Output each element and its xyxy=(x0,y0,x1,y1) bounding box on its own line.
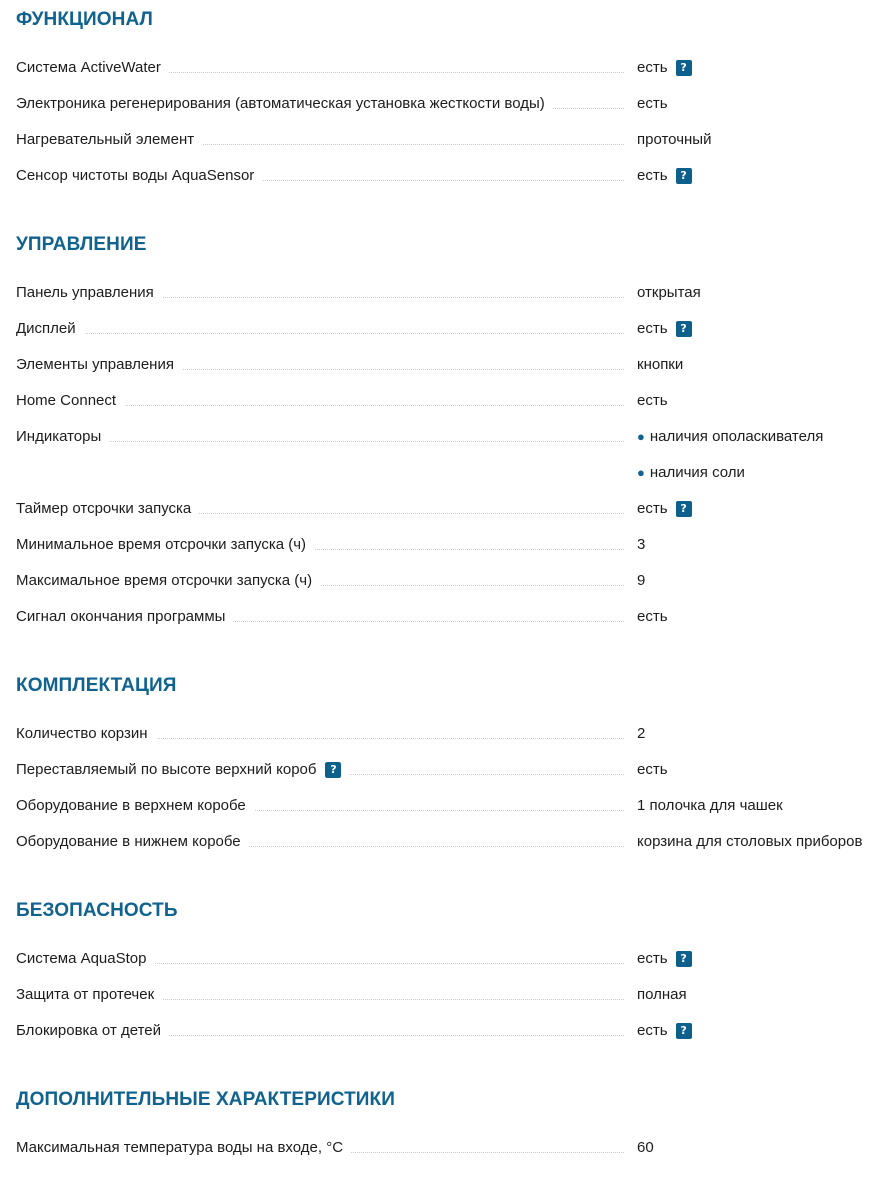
spec-row xyxy=(16,571,888,607)
spec-name: Оборудование в верхнем коробе xyxy=(16,796,254,816)
spec-row xyxy=(16,391,888,427)
spec-name: Максимальная температура воды на входе, °C xyxy=(16,1138,351,1158)
section-safety xyxy=(16,899,888,1057)
spec-name: Максимальное время отсрочки запуска (ч) xyxy=(16,571,320,591)
spec-value: наличия ополаскивателя xyxy=(649,428,824,445)
section-title: БЕЗОПАСНОСТЬ xyxy=(16,900,178,921)
spec-row xyxy=(16,355,888,391)
help-icon[interactable]: ? xyxy=(676,321,692,337)
spec-value: есть xyxy=(637,320,668,337)
spec-value: открытая xyxy=(637,284,701,301)
spec-value: есть xyxy=(637,500,668,517)
spec-row xyxy=(16,1138,888,1174)
spec-value: корзина для столовых приборов xyxy=(637,833,863,850)
help-icon[interactable]: ? xyxy=(325,762,341,778)
spec-row xyxy=(16,760,888,796)
help-icon[interactable]: ? xyxy=(676,60,692,76)
spec-name: Количество корзин xyxy=(16,724,156,744)
spec-name: Индикаторы xyxy=(16,427,109,447)
spec-value: полная xyxy=(637,986,687,1003)
spec-name: Блокировка от детей xyxy=(16,1021,169,1041)
spec-value: 2 xyxy=(637,725,646,742)
spec-row xyxy=(16,130,888,166)
help-icon[interactable]: ? xyxy=(676,168,692,184)
spec-value: 3 xyxy=(637,536,646,553)
spec-name: Сенсор чистоты воды AquaSensor xyxy=(16,166,262,186)
spec-row xyxy=(16,463,888,499)
help-icon[interactable]: ? xyxy=(676,501,692,517)
spec-row xyxy=(16,832,888,868)
section-functional xyxy=(16,8,888,202)
spec-row xyxy=(16,949,888,985)
spec-value: кнопки xyxy=(637,356,684,373)
spec-name: Защита от протечек xyxy=(16,985,162,1005)
section-control xyxy=(16,233,888,643)
spec-name: Таймер отсрочки запуска xyxy=(16,499,199,519)
spec-value: есть xyxy=(637,1022,668,1039)
spec-name: Оборудование в нижнем коробе xyxy=(16,832,249,852)
spec-name: Дисплей xyxy=(16,319,84,339)
spec-value: 1 полочка для чашек xyxy=(637,797,783,814)
section-additional xyxy=(16,1088,888,1174)
spec-name: Элементы управления xyxy=(16,355,182,375)
spec-row xyxy=(16,319,888,355)
spec-row xyxy=(16,427,888,463)
spec-value: есть xyxy=(637,950,668,967)
bullet-icon: ● xyxy=(637,429,645,444)
section-equipment xyxy=(16,674,888,868)
section-title: ДОПОЛНИТЕЛЬНЫЕ ХАРАКТЕРИСТИКИ xyxy=(16,1089,395,1110)
spec-value: есть xyxy=(637,392,668,409)
spec-row xyxy=(16,283,888,319)
spec-value: 9 xyxy=(637,572,646,589)
spec-value: 60 xyxy=(637,1139,654,1156)
spec-row xyxy=(16,94,888,130)
help-icon[interactable]: ? xyxy=(676,1023,692,1039)
spec-value: есть xyxy=(637,608,668,625)
section-title: ФУНКЦИОНАЛ xyxy=(16,9,153,30)
spec-row xyxy=(16,535,888,571)
spec-name: Минимальное время отсрочки запуска (ч) xyxy=(16,535,314,555)
bullet-icon: ● xyxy=(637,465,645,480)
spec-value: есть xyxy=(637,167,668,184)
spec-row xyxy=(16,1021,888,1057)
spec-value: есть xyxy=(637,59,668,76)
spec-name: Home Connect xyxy=(16,391,124,411)
spec-value: есть xyxy=(637,95,668,112)
spec-name: Панель управления xyxy=(16,283,162,303)
spec-row xyxy=(16,499,888,535)
spec-name: Сигнал окончания программы xyxy=(16,607,233,627)
help-icon[interactable]: ? xyxy=(676,951,692,967)
spec-name: Система ActiveWater xyxy=(16,58,169,78)
spec-row xyxy=(16,796,888,832)
spec-name: Электроника регенерирования (автоматическая установка жесткости воды) xyxy=(16,94,553,114)
spec-name: Нагревательный элемент xyxy=(16,130,202,150)
spec-row xyxy=(16,985,888,1021)
spec-value: наличия соли xyxy=(649,464,745,481)
section-title: УПРАВЛЕНИЕ xyxy=(16,234,147,255)
spec-row xyxy=(16,58,888,94)
spec-name: Система AquaStop xyxy=(16,949,154,969)
spec-name: Переставляемый по высоте верхний короб xyxy=(16,761,317,778)
spec-value: проточный xyxy=(637,131,712,148)
section-title: КОМПЛЕКТАЦИЯ xyxy=(16,675,177,696)
spec-row xyxy=(16,166,888,202)
spec-row xyxy=(16,724,888,760)
spec-value: есть xyxy=(637,761,668,778)
spec-row xyxy=(16,607,888,643)
